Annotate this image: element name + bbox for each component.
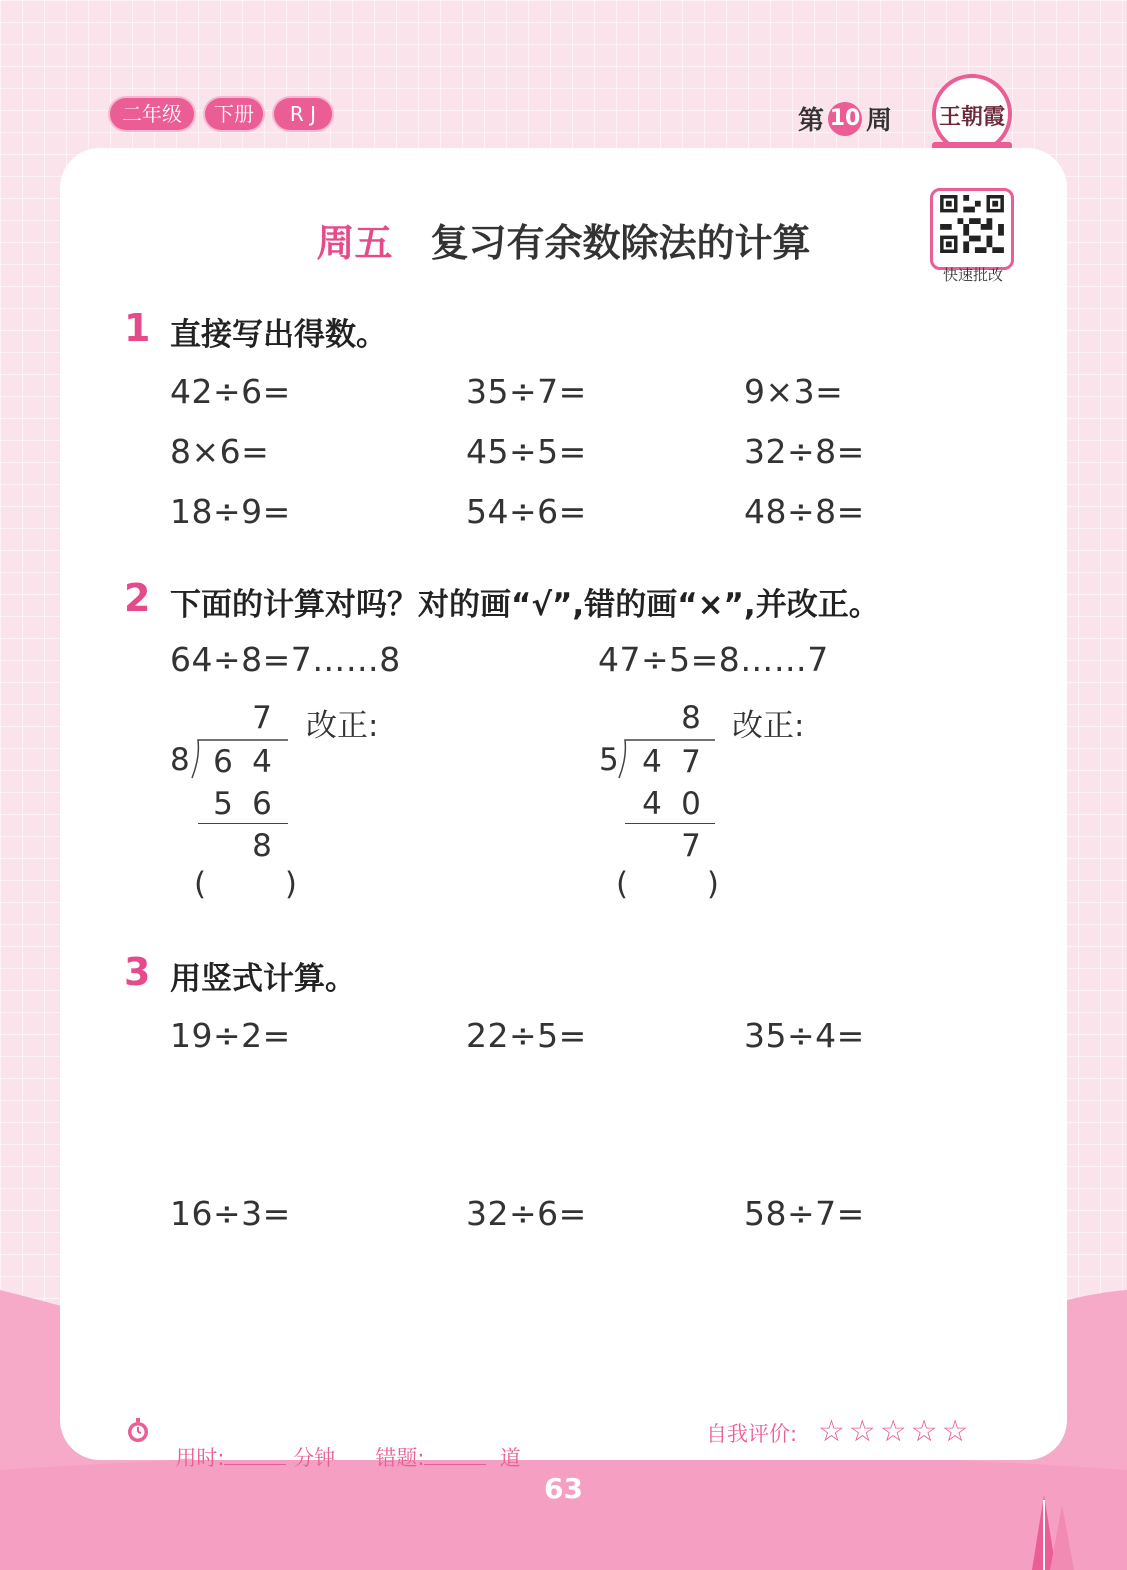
- self-eval-stars[interactable]: ☆☆☆☆☆: [818, 1414, 973, 1449]
- s1-problem: 9×3=: [744, 372, 844, 411]
- s1-problem: 8×6=: [170, 432, 270, 471]
- s1-problem: 35÷7=: [466, 372, 587, 411]
- product-digit: 5: [213, 786, 233, 822]
- answer-bracket[interactable]: ( ): [616, 866, 720, 902]
- title-day: 周五: [316, 221, 393, 265]
- week-number-badge: 10: [828, 102, 862, 136]
- answer-bracket[interactable]: ( ): [194, 866, 298, 902]
- remainder-digit: 8: [252, 828, 272, 864]
- s1-problem: 32÷8=: [744, 432, 865, 471]
- product-digit: 0: [681, 786, 701, 822]
- quotient-digit: 7: [252, 700, 272, 736]
- week-prefix: 第: [798, 106, 825, 136]
- divisor: 5: [599, 742, 619, 778]
- s1-problem: 45÷5=: [466, 432, 587, 471]
- error-count: [362, 1418, 521, 1472]
- section-2-instruction: 下面的计算对吗？对的画“√”,错的画“×”,并改正。: [170, 587, 880, 623]
- qr-label: 快速批改: [942, 266, 1003, 284]
- self-eval-label: 自我评价:: [706, 1422, 798, 1446]
- time-unit: 分钟: [293, 1446, 336, 1470]
- s1-problem: 48÷8=: [744, 492, 865, 531]
- subtraction-line: [625, 823, 715, 824]
- s3-problem: 32÷6=: [466, 1194, 587, 1233]
- errors-label: 错题:: [375, 1446, 425, 1470]
- dividend-digit: 6: [213, 744, 233, 780]
- product-digit: 4: [642, 786, 662, 822]
- long-division-bracket: [190, 738, 290, 782]
- s3-problem: 16÷3=: [170, 1194, 291, 1233]
- brand-logo: [932, 74, 1012, 154]
- errors-unit: 道: [499, 1446, 521, 1470]
- fix-label: 改正:: [732, 708, 805, 744]
- section-1-instruction: 直接写出得数。: [170, 317, 387, 353]
- dividend-digit: 7: [681, 744, 701, 780]
- page-number: 63: [544, 1472, 583, 1505]
- section-3-number: 3: [124, 950, 151, 994]
- dividend-digit: 4: [642, 744, 662, 780]
- s1-problem: 54÷6=: [466, 492, 587, 531]
- volume-tag: 下册: [205, 98, 263, 130]
- dividend-digit: 4: [252, 744, 272, 780]
- time-blank[interactable]: [224, 1444, 286, 1465]
- s1-problem: 42÷6=: [170, 372, 291, 411]
- time-label: 用时:: [175, 1446, 225, 1470]
- fix-label: 改正:: [306, 708, 379, 744]
- grade-tag: 二年级: [110, 98, 194, 130]
- s2-equation: 47÷5=8……7: [598, 640, 829, 679]
- quotient-digit: 8: [681, 700, 701, 736]
- s3-problem: 35÷4=: [744, 1016, 865, 1055]
- edition-tag: R J: [274, 98, 332, 130]
- page-title: [0, 212, 1127, 267]
- week-indicator: [798, 100, 892, 137]
- section-1-number: 1: [124, 306, 151, 350]
- s1-problem: 18÷9=: [170, 492, 291, 531]
- s2-equation: 64÷8=7……8: [170, 640, 401, 679]
- section-2-number: 2: [124, 576, 151, 620]
- s3-problem: 58÷7=: [744, 1194, 865, 1233]
- title-topic: 复习有余数除法的计算: [430, 221, 811, 265]
- week-suffix: 周: [866, 106, 893, 136]
- brand-logo-text: 王朝霞: [938, 104, 1005, 130]
- time-used: [162, 1418, 335, 1472]
- s3-problem: 19÷2=: [170, 1016, 291, 1055]
- remainder-digit: 7: [681, 828, 701, 864]
- subtraction-line: [198, 823, 288, 824]
- section-3-instruction: 用竖式计算。: [170, 961, 356, 997]
- stopwatch-icon: [124, 1416, 152, 1444]
- s3-problem: 22÷5=: [466, 1016, 587, 1055]
- divisor: 8: [170, 742, 190, 778]
- errors-blank[interactable]: [424, 1444, 486, 1465]
- product-digit: 6: [252, 786, 272, 822]
